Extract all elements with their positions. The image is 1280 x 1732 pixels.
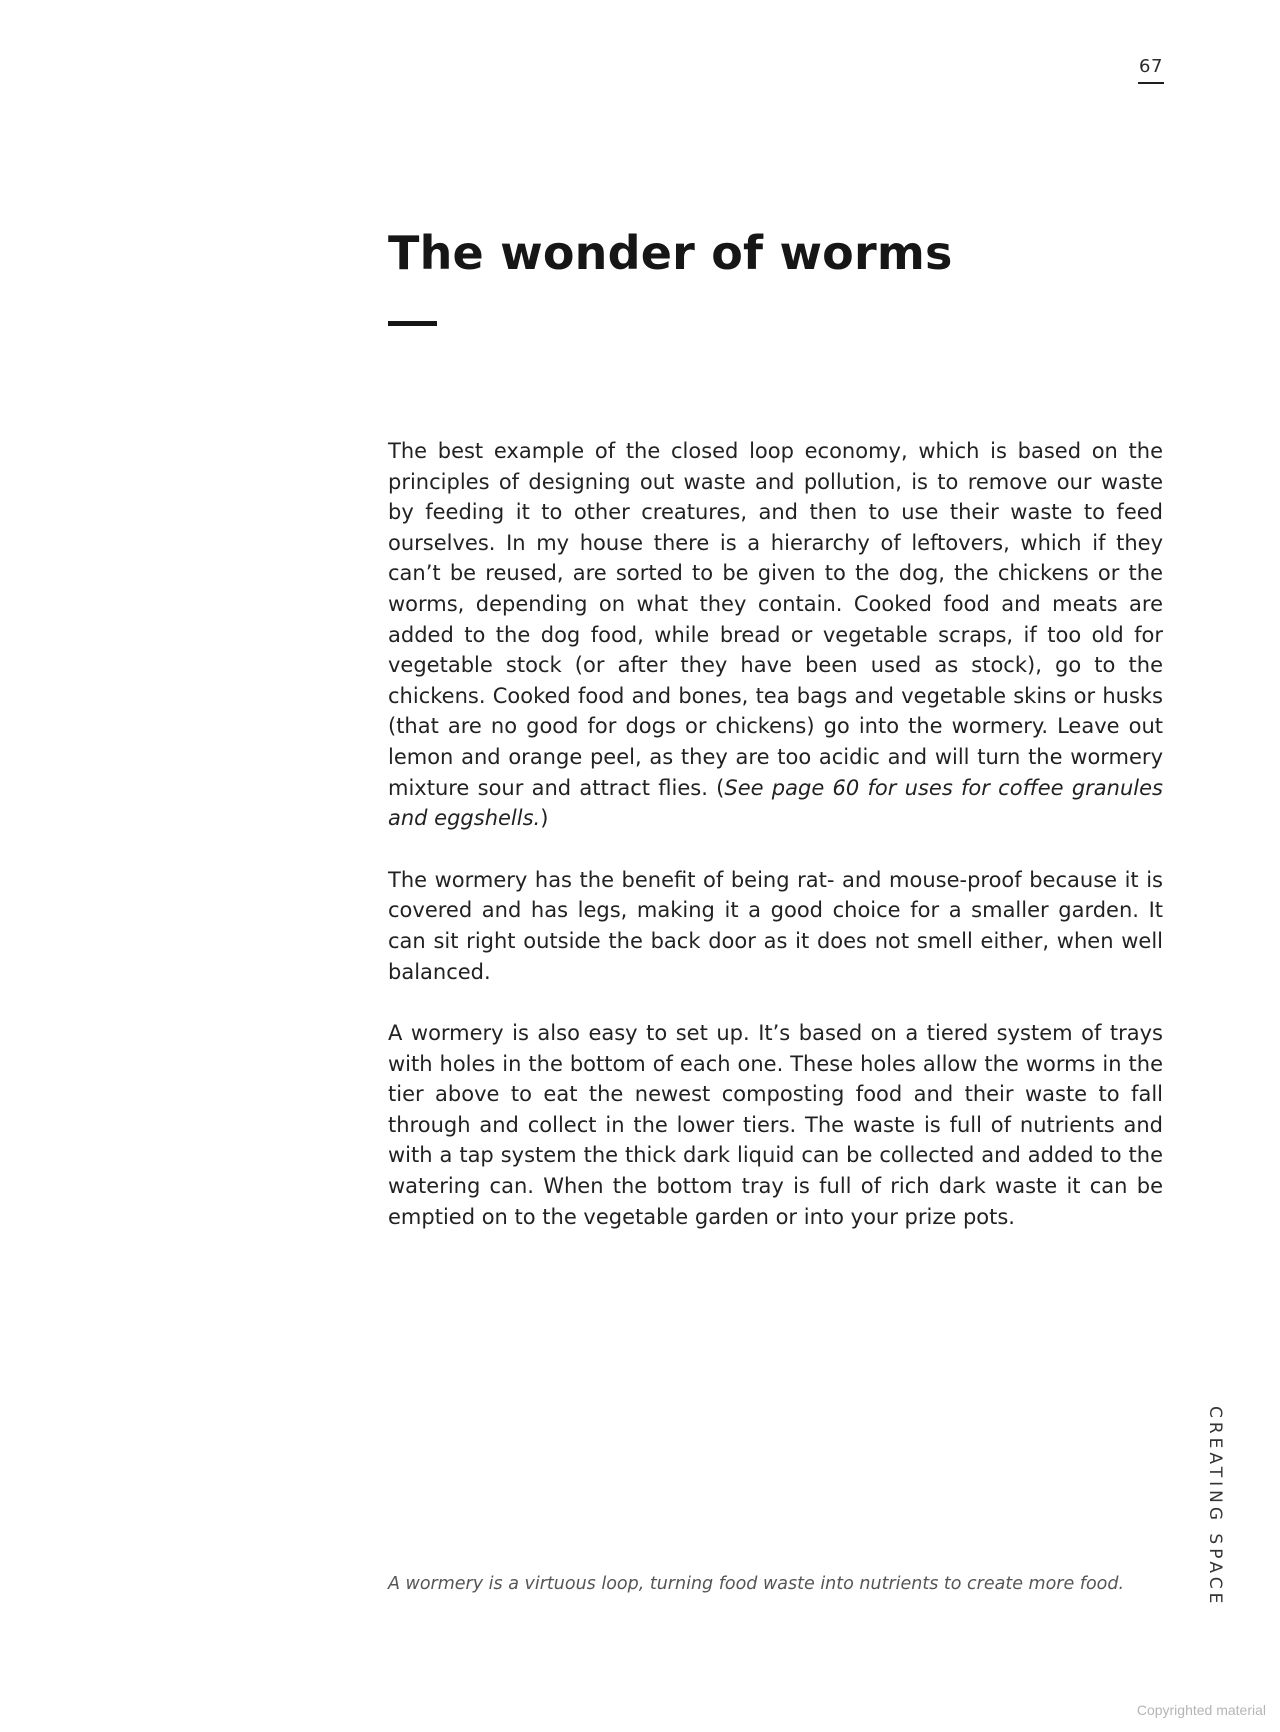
section-label: CREATING SPACE [1205, 1406, 1225, 1608]
paragraph-2: The wormery has the benefit of being rat- and mouse-proof because it is covered and has legs, making it a good choice for a smaller garden. It can sit right outside the back door as it does not smell either, when well balanced. [388, 867, 1163, 984]
paragraph-1 [388, 436, 1163, 834]
page-number: 67 [1138, 56, 1164, 84]
paragraph-1-close: ) [540, 806, 549, 831]
image-caption: A wormery is a virtuous loop, turning food waste into nutrients to create more food. [388, 1574, 1125, 1594]
paragraph-1-italic-note: See page 60 for uses for coffee granules and eggshells. [388, 775, 1163, 831]
title-underline-rule [388, 321, 437, 326]
article-title: The wonder of worms [388, 226, 953, 280]
paragraph-1-text: The best example of the closed loop economy, which is based on the principles of designing out waste and pollution, is to remove our waste by feeding it to other creatures, and then to use their waste to feed ourselves. In my house there is a hierarchy of leftovers, which if they can’t be reused, are sorted to be given to the dog, the chickens or the worms, depending on what they contain. Cooked food and meats are added to the dog food, while bread or vegetable scraps, if too old for vegetable stock (or after they have been used as stock), go to the chickens. Cooked food and bones, tea bags and vegetable skins or husks (that are no good for dogs or chickens) go into the wormery. Leave out lemon and orange peel, as they are too acidic and will turn the wormery mixture sour and attract flies. ( [388, 439, 1163, 800]
paragraph-3: A wormery is also easy to set up. It’s based on a tiered system of trays with holes in the bottom of each one. These holes allow the worms in the tier above to eat the newest composting food and their waste to fall through and collect in the lower tiers. The waste is full of nutrients and with a tap system the thick dark liquid can be collected and added to the watering can. When the bottom tray is full of rich dark waste it can be emptied on to the vegetable garden or into your prize pots. [388, 1021, 1163, 1229]
copyright-watermark: Copyrighted material [1136, 1702, 1266, 1718]
article-body [388, 436, 1163, 1263]
